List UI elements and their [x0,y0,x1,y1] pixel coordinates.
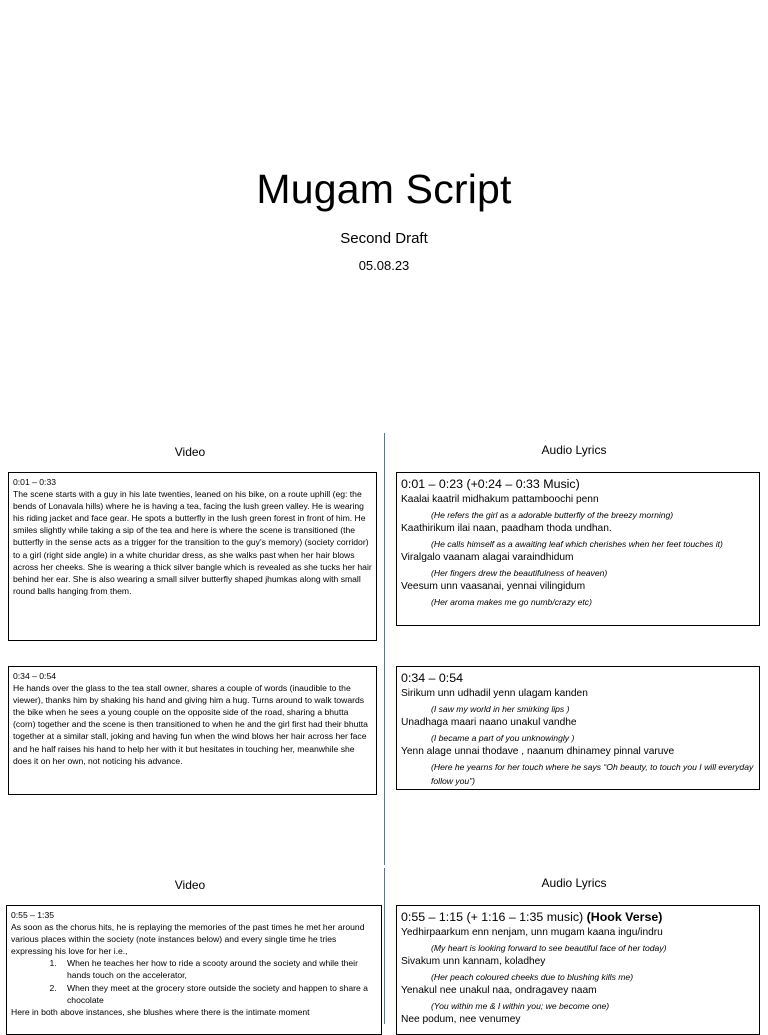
lyric-translation: (He calls himself as a awaiting leaf which cherishes when her feet touches it) [431,538,723,549]
video-description: He hands over the glass to the tea stall owner, shares a couple of words (inaudible to the viewer), thanks him by shaking his hand and giving him a hug. Turns around to walk towards the bike when he sees a young couple on the opposite side of the road, sharing a bhutta (corn) together and the scene is then transitioned to when he and the girl first had their bhutta together at a similar stall, joking and having fun when the wind blows her hair across her face and he half raises his hand to help her with it but hesitates in touching her, meanwhile she does it on her own, not noticing his advance. [13,683,368,766]
lyric-line: Yenn alage unnai thodave , naanum dhinamey pinnal varuve [401,746,675,757]
video-description: As soon as the chorus hits, he is replaying the memories of the past times he met her around various places within the society (note instances below) and every single time he tries expressing his love for her i.e., [11,922,365,957]
page-date: 05.08.23 [358,258,410,273]
column-divider [384,868,385,1024]
audio-time-range: 0:55 – 1:15 (+ 1:16 – 1:35 music) [401,910,584,924]
video-timestamp: 0:01 – 0:33 [13,477,57,487]
lyric-line: Kaalai kaatril midhakum pattamboochi penn [401,494,599,505]
lyric-translation: (Her aroma makes me go numb/crazy etc) [431,596,592,607]
list-item: 1. When he teaches her how to ride a scooty around the society and while their hands touch on the accelerator, [59,957,377,981]
audio-column-header: Audio Lyrics [541,443,607,457]
video-description: Here in both above instances, she blushes where there is the intimate moment [11,1006,310,1017]
lyric-translation: (I saw my world in her smirking lips ) [431,703,570,714]
lyric-line: Nee podum, nee venumey [401,1014,521,1025]
lyric-translation: (My heart is looking forward to see beautiful face of her today) [431,942,667,953]
audio-timestamp: 0:01 – 0:23 (+0:24 – 0:33 Music) [401,477,580,491]
lyric-line: Unadhaga maari naano unakul vandhe [401,717,577,728]
lyric-translation: (You within me & I within you; we become one) [431,1000,610,1011]
video-cell [8,666,377,795]
lyric-translation: (Here he yearns for her touch where he says “Oh beauty, to touch you I will everyday follow you”) [431,761,754,786]
audio-column-header: Audio Lyrics [541,876,607,890]
audio-cell [396,472,760,626]
lyric-line: Viralgalo vaanam alagai varaindhidum [401,552,574,563]
lyric-translation: (Her fingers drew the beautifulness of heaven) [431,567,608,578]
lyric-line: Veesum unn vaasanai, yennai vilingidum [401,581,586,592]
instance-list [11,957,377,1005]
video-column-header: Video [174,878,206,892]
video-column-header: Video [174,445,206,459]
page-title: Mugam Script [256,166,512,212]
audio-timestamp [401,909,755,926]
lyric-translation: (Her peach coloured cheeks due to blushing kills me) [431,971,634,982]
audio-cell [396,905,760,1035]
audio-timestamp: 0:34 – 0:54 [401,671,464,685]
lyric-line: Yedhirpaarkum enn nenjam, unn mugam kaana ingu/indru [401,927,663,938]
lyric-translation: (He refers the girl as a adorable butterfly of the breezy morning) [431,509,674,520]
hook-verse-label: (Hook Verse) [586,910,663,924]
lyric-translation: (I became a part of you unknowingly ) [431,732,575,743]
video-description: The scene starts with a guy in his late twenties, leaned on his bike, on a route uphill (eg: the bends of Lonavala hills) where he is having a tea, facing the lush green valley. He is wearing his riding jacket and face gear. He spots a butterfly in the lush green forest in front of him. He smiles slightly while taking a sip of the tea and here is where the scene is transitioned (the butterfly in the sense acts as a trigger for the transition to the guy's memory) (society corridor) to a girl (right side angle) in a white churidar dress, as she walks past when her hair blows across her cheeks. She is wearing a thick silver bangle which is revealed as she tucks her hair behind her ear. She is also wearing a small silver butterfly shaped jhumkas along with small round balls hanging from them. [13,489,372,596]
lyric-line: Sivakum unn kannam, koladhey [401,956,546,967]
video-timestamp: 0:55 – 1:35 [11,910,55,920]
video-cell [6,905,382,1035]
lyric-line: Kaathirikum ilai naan, paadham thoda undhan. [401,523,612,534]
column-divider [384,433,385,865]
lyric-line: Yenakul nee unakul naa, ondragavey naam [401,985,597,996]
list-item: 2. When they meet at the grocery store outside the society and happen to share a chocolate [59,982,377,1006]
video-timestamp: 0:34 – 0:54 [13,671,57,681]
video-cell [8,472,377,641]
audio-cell [396,666,760,790]
page-subtitle: Second Draft [340,230,428,247]
lyric-line: Sirikum unn udhadil yenn ulagam kanden [401,688,588,699]
